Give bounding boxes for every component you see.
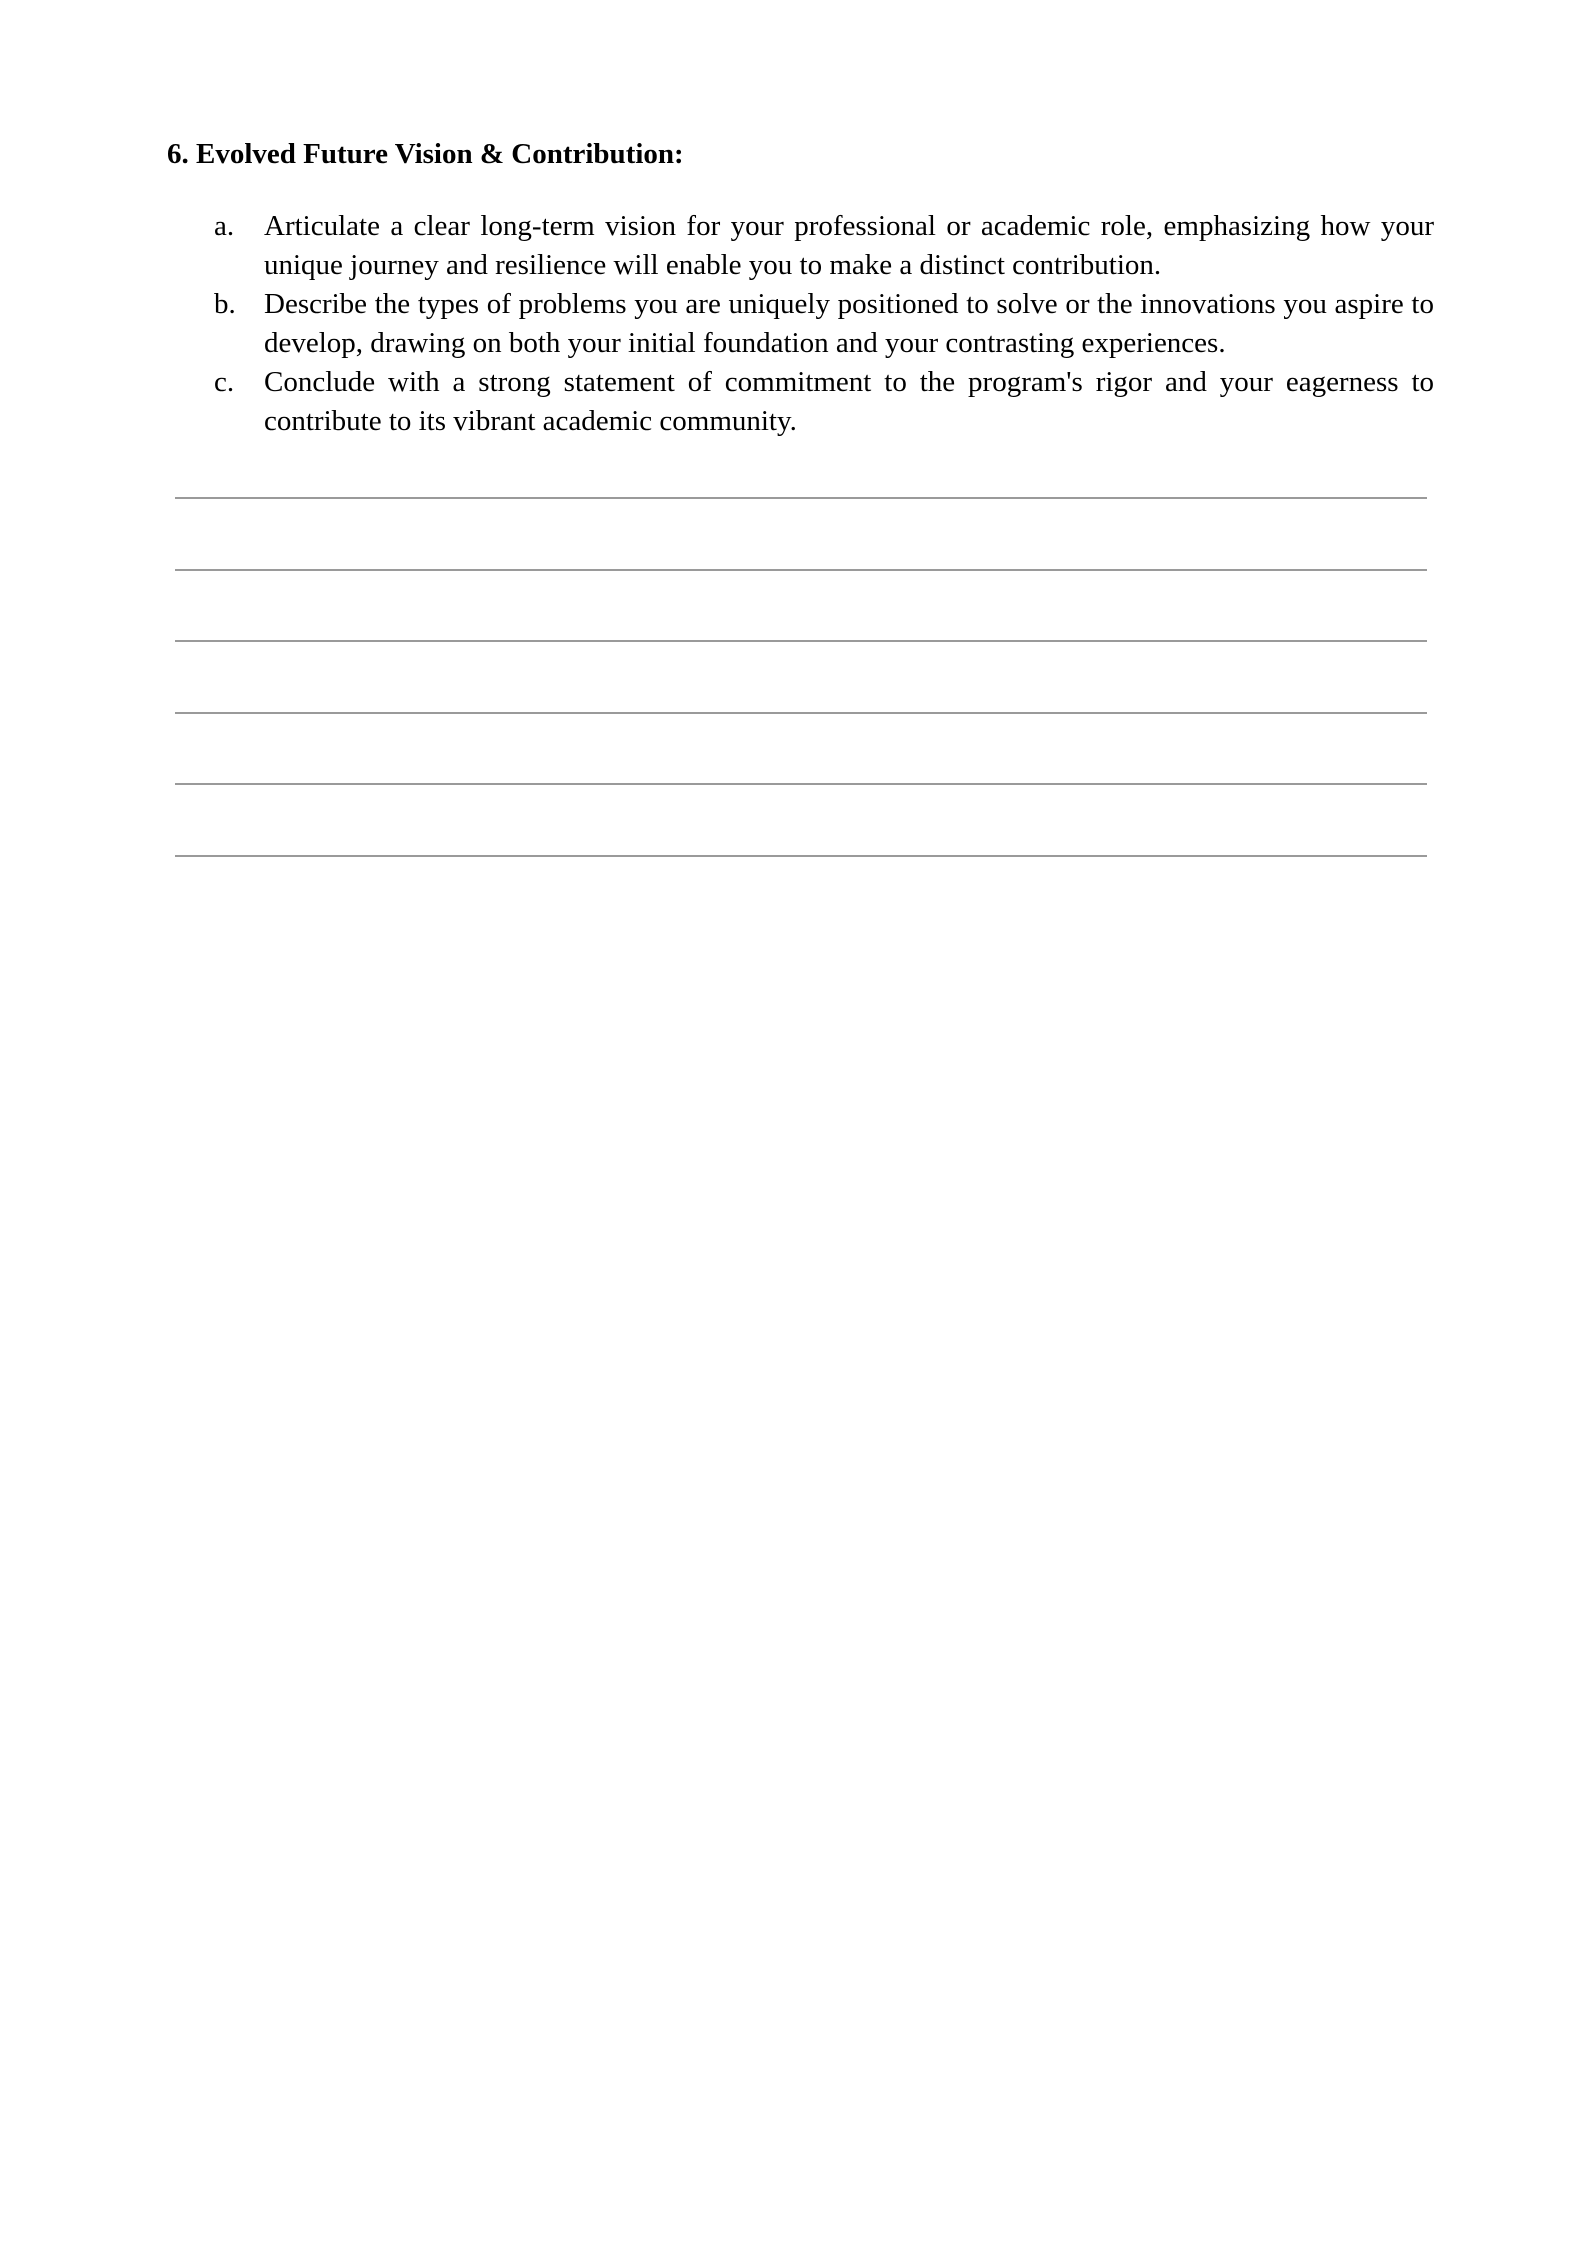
answer-lines: [175, 0, 1427, 900]
list-item-text: Conclude with a strong statement of commitment to the program's rigor and your eagerness to contribute to its vibrant academic community.: [264, 366, 1434, 437]
list-item-text: Describe the types of problems you are uniquely positioned to solve or the innovations you aspire to develop, drawing on both your initial foundation and your contrasting experiences.: [264, 288, 1434, 359]
list-marker: b.: [214, 288, 236, 320]
list-marker: c.: [214, 366, 235, 398]
answer-line[interactable]: [175, 640, 1427, 642]
answer-line[interactable]: [175, 712, 1427, 714]
section-heading: 6. Evolved Future Vision & Contribution:: [167, 138, 684, 170]
answer-line[interactable]: [175, 855, 1427, 857]
answer-line[interactable]: [175, 569, 1427, 571]
list-marker: a.: [214, 210, 235, 242]
answer-line[interactable]: [175, 497, 1427, 499]
answer-line[interactable]: [175, 783, 1427, 785]
list-item-text: Articulate a clear long-term vision for your professional or academic role, emphasizing how your unique journey and resilience will enable you to make a distinct contribution.: [264, 210, 1434, 281]
